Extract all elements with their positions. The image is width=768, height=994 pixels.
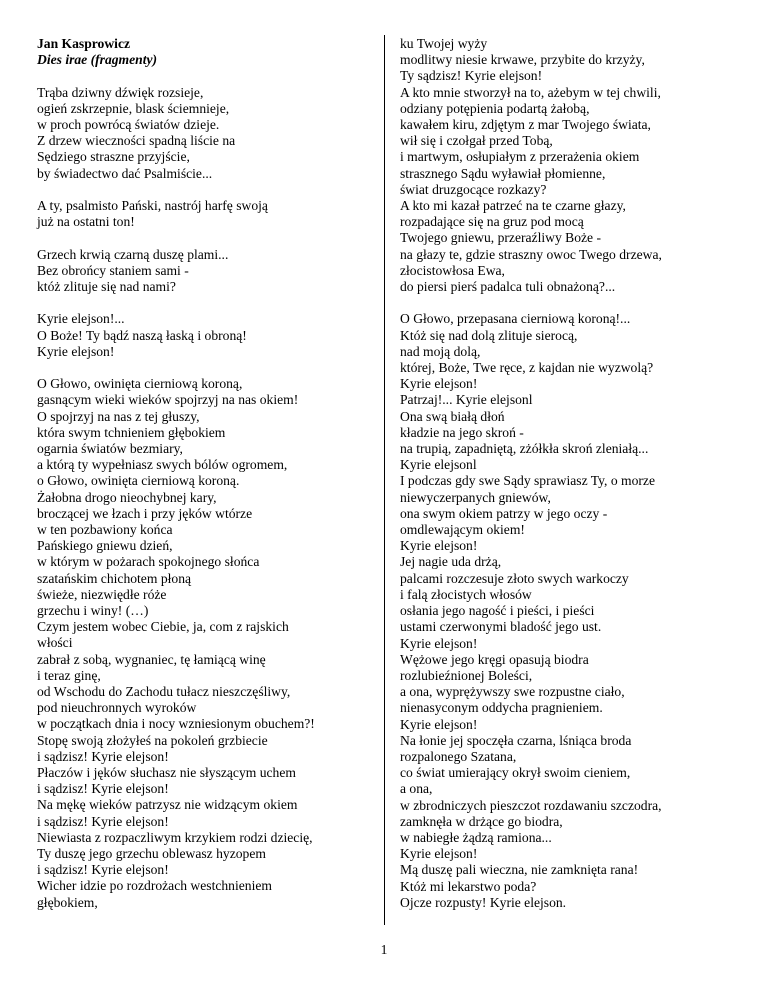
poem-line: zabrał z sobą, wygnaniec, tę łamiącą winę <box>37 651 266 667</box>
poem-line: Patrzaj!... Kyrie elejsonl <box>400 392 533 408</box>
poem-line: w ten pozbawiony końca <box>37 522 173 538</box>
poem-line: nienasyconym oddycha pragnieniem. <box>400 700 603 716</box>
poem-line: Kyrie elejson!... <box>37 311 125 327</box>
poem-line: na głazy te, gdzie straszny owoc Twego drzewa, <box>400 246 662 262</box>
poem-line: A kto mi kazał patrzeć na te czarne głazy, <box>400 198 626 214</box>
poem-line: Mą duszę pali wieczna, nie zamknięta rana! <box>400 862 639 878</box>
poem-line: grzechu i winy! (…) <box>37 603 149 619</box>
poem-line: a ona, <box>400 781 433 797</box>
poem-line: w zbrodniczych pieszczot rozdawaniu szczodra, <box>400 797 662 813</box>
poem-line: Wicher idzie po rozdrożach westchnieniem <box>37 878 272 894</box>
poem-line: kawałem kiru, zdjętym z mar Twojego świata, <box>400 117 651 133</box>
poem-line: rozpadające się na gruz pod mocą <box>400 214 584 230</box>
poem-line: Płaczów i jęków słuchasz nie słyszącym uchem <box>37 765 296 781</box>
stanza-gap <box>37 68 367 84</box>
poem-line: kładzie na jego skroń - <box>400 424 524 440</box>
poem-line: Kyrie elejson! <box>37 343 115 359</box>
poem-line: niewyczerpanych gniewów, <box>400 489 551 505</box>
poem-line: złocistowłosa Ewa, <box>400 262 505 278</box>
poem-line: już na ostatni ton! <box>37 214 135 230</box>
stanza <box>37 198 367 230</box>
poem-line: i teraz ginę, <box>37 667 101 683</box>
poem-line: której, Boże, Twe ręce, z kajdan nie wyzwolą? <box>400 360 654 376</box>
poem-line: zamknęła w drżące go biodra, <box>400 813 563 829</box>
poem-line: rozpalonego Szatana, <box>400 748 517 764</box>
poem-line: ustami czerwonymi bladość jego ust. <box>400 619 602 635</box>
poem-line: Ona swą białą dłoń <box>400 408 505 424</box>
poem-line: ona swym okiem patrzy w jego oczy - <box>400 505 608 521</box>
poem-line: ogarnia światów bezmiary, <box>37 441 183 456</box>
poem-line: Sędziego straszne przyjście, <box>37 149 190 165</box>
poem-line: by świadectwo dać Psalmiście... <box>37 165 213 181</box>
poem-line: O Głowo, przepasana cierniową koroną!... <box>400 311 631 327</box>
left-stanzas <box>37 85 367 911</box>
stanza <box>37 247 367 296</box>
poem-line: Kyrie elejsonl <box>400 457 477 473</box>
stanza <box>400 36 740 295</box>
poem-line: Trąba dziwny dźwięk rozsieje, <box>37 84 204 100</box>
poem-line: włości <box>37 635 73 651</box>
poem-line: w początkach dnia i nocy wzniesionym obuchem?! <box>37 716 315 732</box>
poem-line: osłania jego nagość i pieści, i pieści <box>400 603 595 619</box>
stanza-gap <box>37 182 367 198</box>
poem-line: o Głowo, owinięta cierniową koroną. <box>37 473 240 489</box>
poem-line: Stopę swoją złożyłeś na pokoleń grzbiecie <box>37 732 268 748</box>
poem-line: Kyrie elejson! <box>400 716 478 732</box>
poem-line: co świat umierający okrył swoim cieniem, <box>400 765 631 781</box>
author-name: Jan Kasprowicz <box>37 36 131 51</box>
poem-line: w proch powrócą światów dzieje. <box>37 117 220 132</box>
poem-line: i falą złocistych włosów <box>400 586 532 602</box>
poem-line: Twojego gniewu, przeraźliwy Boże - <box>400 230 601 246</box>
poem-line: Wężowe jego kręgi opasują biodra <box>400 651 589 667</box>
poem-line: Któż się nad dolą zlituje sierocą, <box>400 327 578 343</box>
poem-line: modlitwy niesie krwawe, przybite do krzyży, <box>400 52 645 68</box>
poem-line: Niewiasta z rozpaczliwym krzykiem rodzi dziecię, <box>37 829 313 845</box>
poem-line: w którym w pożarach spokojnego słońca <box>37 554 260 570</box>
poem-line: O Głowo, owinięta cierniową koroną, <box>37 376 243 392</box>
poem-line: i sądzisz! Kyrie elejson! <box>37 781 169 797</box>
poem-line: ogień zskrzepnie, blask ściemnieje, <box>37 100 230 116</box>
poem-line: O spojrzyj na nas z tej głuszy, <box>37 408 200 424</box>
poem-line: świat druzgocące rozkazy? <box>400 181 547 197</box>
poem-line: i martwym, osłupiałym z przerażenia okiem <box>400 149 640 165</box>
stanza <box>400 311 740 911</box>
stanza-gap <box>37 295 367 311</box>
poem-line: Grzech krwią czarną duszę plami... <box>37 246 229 262</box>
poem-line: pod nieuchronnych wyroków <box>37 700 197 716</box>
poem-line: szatańskim chichotem płoną <box>37 570 192 586</box>
stanza <box>37 85 367 182</box>
poem-line: I podczas gdy swe Sądy sprawiasz Ty, o morze <box>400 473 655 489</box>
poem-line: Kyrie elejson! <box>400 538 478 554</box>
poem-line: która swym tchnieniem głębokiem <box>37 424 226 440</box>
right-column <box>400 36 740 911</box>
poem-line: A kto mnie stworzył na to, ażebym w tej chwili, <box>400 84 661 100</box>
poem-line: od Wschodu do Zachodu tułacz nieszczęśliwy, <box>37 684 291 700</box>
poem-line: Na mękę wieków patrzysz nie widzącym okiem <box>37 797 298 813</box>
poem-line: Jej nagie uda drżą, <box>400 554 502 570</box>
stanza-gap <box>37 230 367 246</box>
poem-line: palcami rozczesuje złoto swych warkoczy <box>400 570 629 586</box>
poem-line: w nabiegłe żądzą ramiona... <box>400 829 552 845</box>
poem-line: omdlewającym okiem! <box>400 522 525 538</box>
stanza-gap <box>37 360 367 376</box>
poem-line: gasnącym wieki wieków spojrzyj na nas okiem! <box>37 392 299 408</box>
poem-line: a ona, wyprężywszy swe rozpustne ciało, <box>400 684 625 700</box>
poem-line: Kyrie elejson! <box>400 376 478 392</box>
poem-line: Któż mi lekarstwo poda? <box>400 878 537 894</box>
poem-line: a którą ty wypełniasz swych bólów ogromem, <box>37 457 288 473</box>
poem-line: do piersi pierś padalca tuli obnażoną?... <box>400 279 616 295</box>
poem-line: i sądzisz! Kyrie elejson! <box>37 748 169 764</box>
page-number: 1 <box>380 942 388 957</box>
stanza <box>37 376 367 911</box>
poem-title: Dies irae (fragmenty) <box>37 52 158 68</box>
poem-line: i sądzisz! Kyrie elejson! <box>37 862 169 878</box>
poem-line: wił się i czołgał przed Tobą, <box>400 133 553 149</box>
poem-line: na trupią, zapadniętą, zżółkła skroń zleniałą... <box>400 441 649 457</box>
poem-line: głębokiem, <box>37 894 98 910</box>
column-divider <box>384 35 385 925</box>
poem-line: broczącej we łzach i przy jęków wtórze <box>37 505 253 521</box>
poem-line: Bez obrońcy staniem sami - <box>37 262 189 278</box>
right-stanzas <box>400 36 740 911</box>
poem-line: Na łonie jej spoczęła czarna, lśniąca broda <box>400 732 632 748</box>
left-column <box>37 36 367 911</box>
poem-line: nad moją dolą, <box>400 343 481 359</box>
poem-line: świeże, niezwiędłe róże <box>37 586 167 602</box>
poem-line: odziany potępienia podartą żałobą, <box>400 100 590 116</box>
poem-line: Z drzew wieczności spadną liście na <box>37 133 236 149</box>
poem-line: ku Twojej wyży <box>400 36 488 51</box>
poem-line: Żałobna drogo nieochybnej kary, <box>37 489 217 505</box>
poem-line: Kyrie elejson! <box>400 846 478 862</box>
poem-line: Ty sądzisz! Kyrie elejson! <box>400 68 543 84</box>
poem-line: Ty duszę jego grzechu oblewasz hyzopem <box>37 846 266 862</box>
stanza <box>37 311 367 360</box>
poem-line: Kyrie elejson! <box>400 635 478 651</box>
poem-line: rozlubieźnionej Boleści, <box>400 667 533 683</box>
poem-line: Ojcze rozpusty! Kyrie elejson. <box>400 894 567 910</box>
poem-line: i sądzisz! Kyrie elejson! <box>37 813 169 829</box>
poem-line: strasznego Sądu wyławiał płomienne, <box>400 165 606 181</box>
poem-line: któż zlituje się nad nami? <box>37 279 176 294</box>
stanza-gap <box>400 295 740 311</box>
poem-line: O Boże! Ty bądź naszą łaską i obroną! <box>37 327 247 343</box>
poem-line: Pańskiego gniewu dzień, <box>37 538 173 554</box>
poem-line: Czym jestem wobec Ciebie, ja, com z rajskich <box>37 619 289 635</box>
poem-line: A ty, psalmisto Pański, nastrój harfę swoją <box>37 198 268 213</box>
